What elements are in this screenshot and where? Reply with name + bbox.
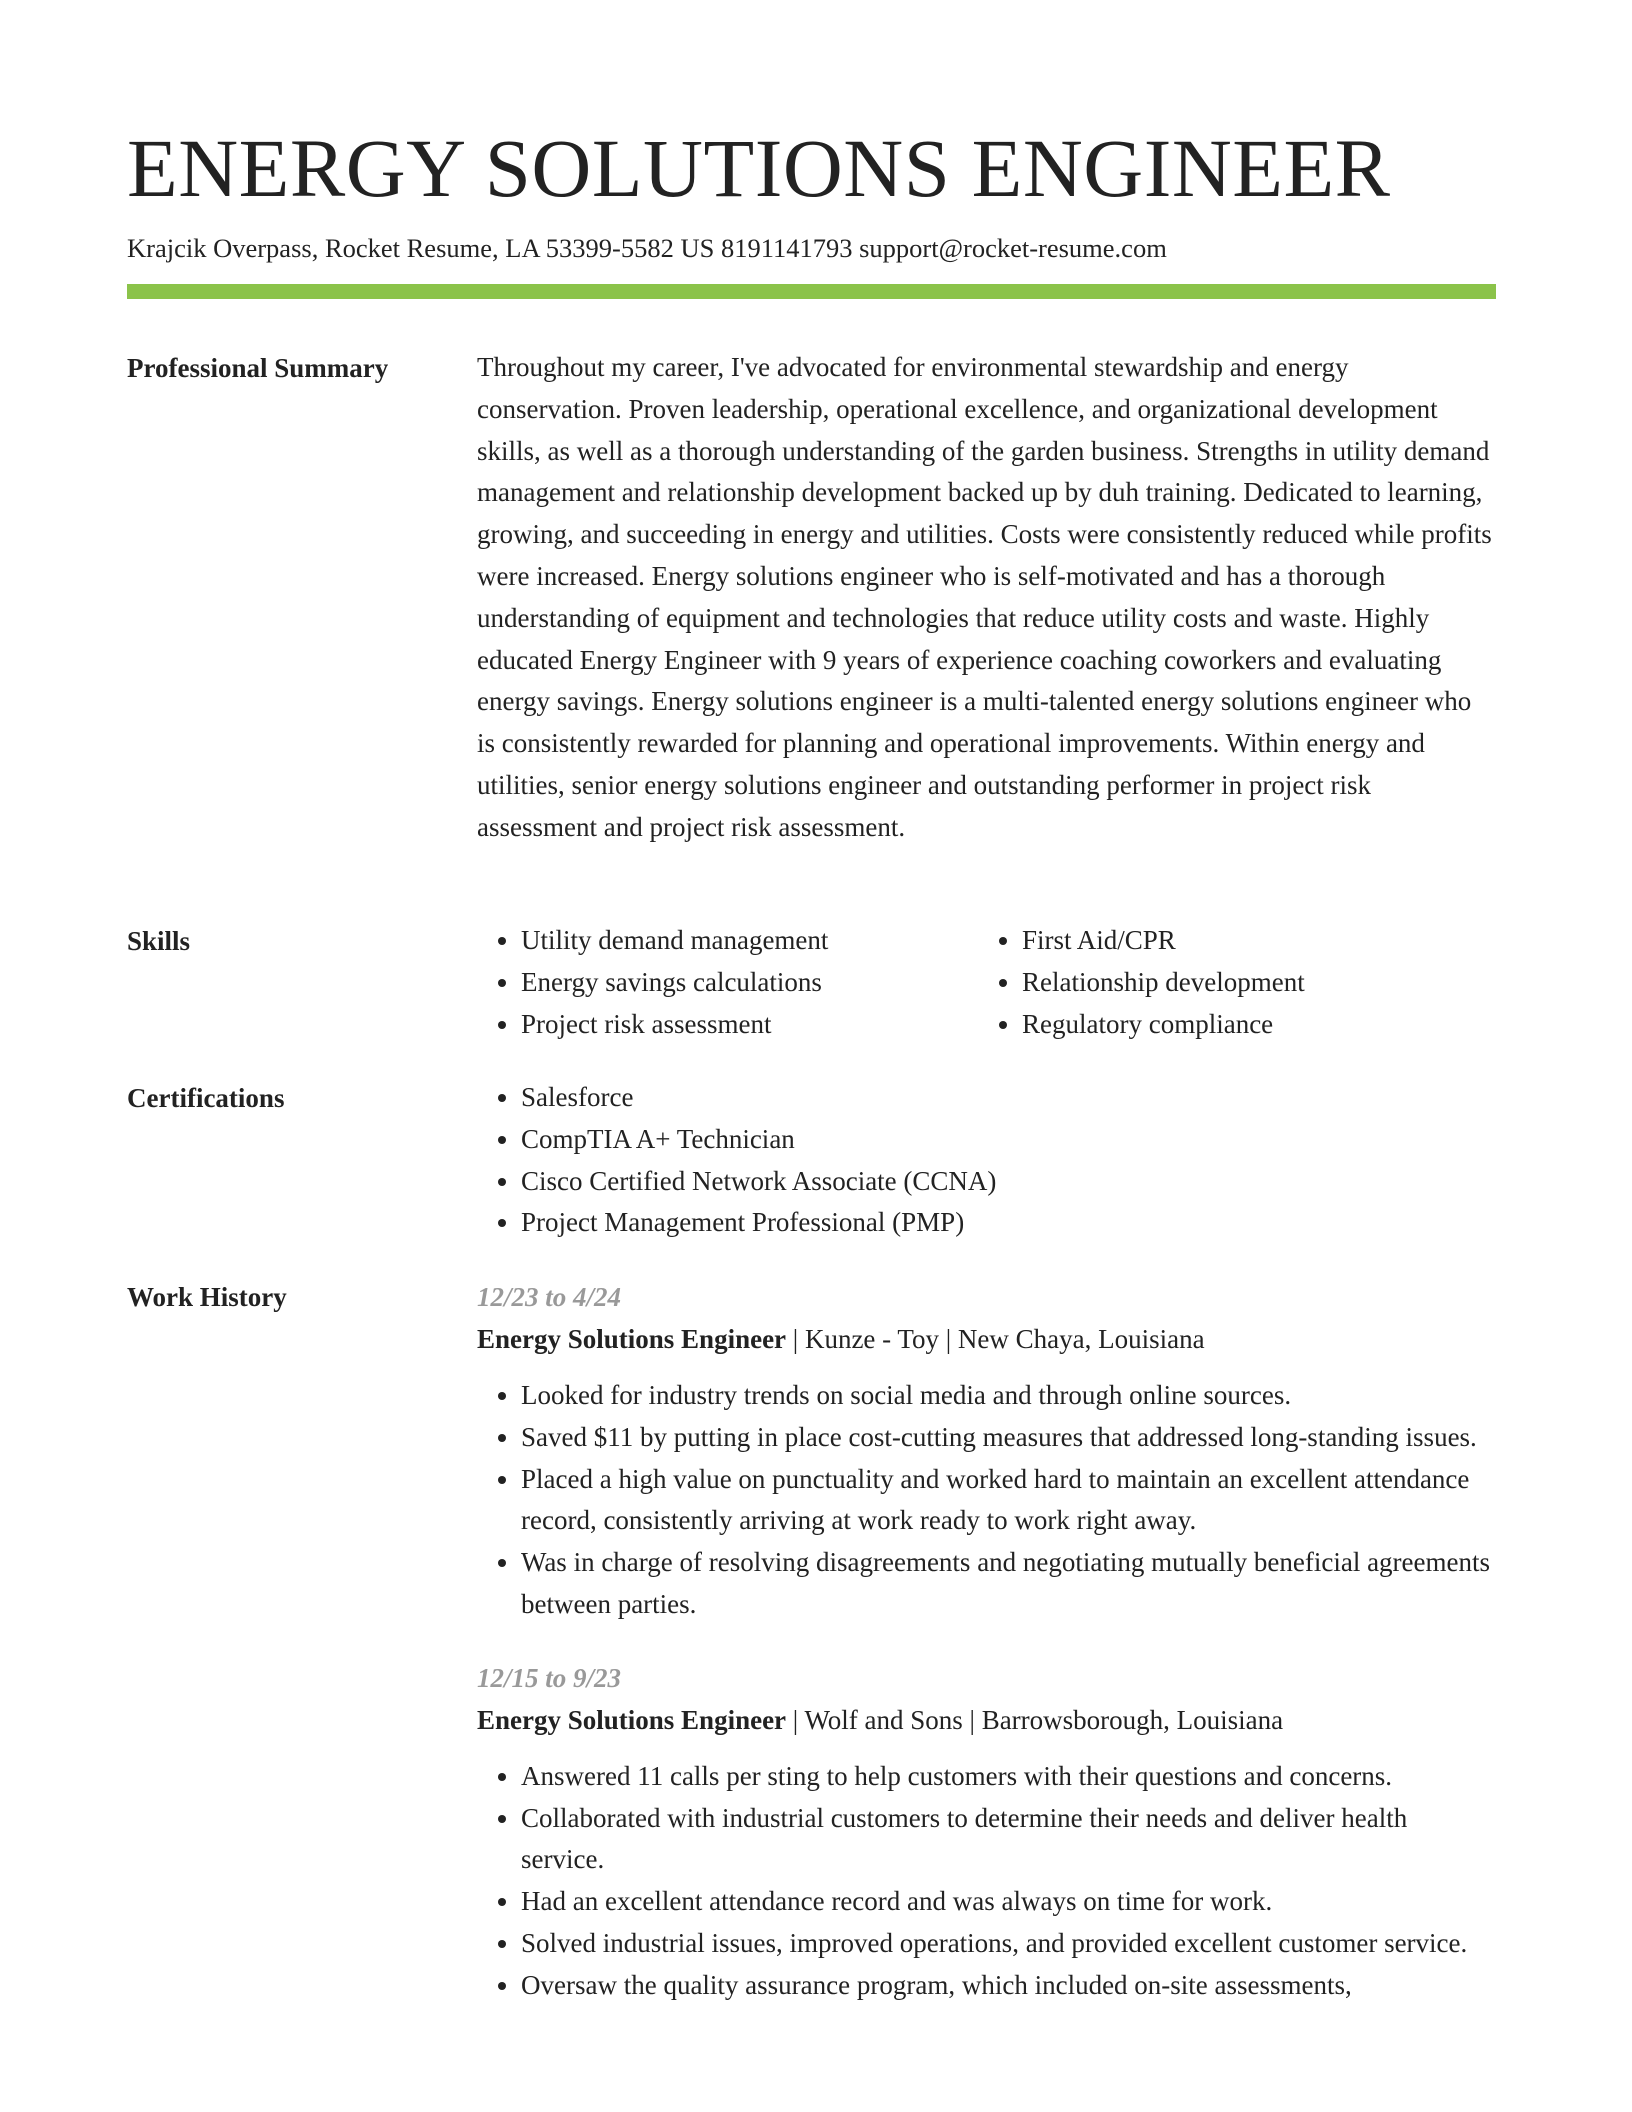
contact-line: Krajcik Overpass, Rocket Resume, LA 53399-5582 US 8191141793 support@rocket-resume.com <box>127 233 1167 263</box>
skills-list-left <box>477 920 978 1045</box>
job-bullets <box>477 1375 1496 1626</box>
job-bullet: • Saved $11 by putting in place cost-cutting measures that addressed long-standing issues. <box>521 1417 1496 1459</box>
skill-item: • Project risk assessment <box>521 1004 978 1046</box>
skill-item: • Relationship development <box>1022 962 1479 1004</box>
job-employer-location: | Kunze - Toy | New Chaya, Louisiana <box>786 1324 1205 1354</box>
skill-item: • Regulatory compliance <box>1022 1004 1479 1046</box>
summary-heading: Professional Summary <box>127 353 389 383</box>
certifications-list <box>477 1077 1496 1244</box>
job-bullet: • Was in charge of resolving disagreements and negotiating mutually beneficial agreements between parties. <box>521 1542 1496 1626</box>
skill-item: • First Aid/CPR <box>1022 920 1479 962</box>
skill-item: • Utility demand management <box>521 920 978 962</box>
job-title: Energy Solutions Engineer <box>477 1324 787 1354</box>
job-bullet: • Answered 11 calls per sting to help customers with their questions and concerns. <box>521 1756 1496 1798</box>
job-entry <box>477 1276 1496 1626</box>
skills-column-left <box>477 920 978 1045</box>
accent-divider <box>127 284 1496 299</box>
page-title: ENERGY SOLUTIONS ENGINEER <box>127 122 1391 214</box>
summary-text: Throughout my career, I've advocated for environmental stewardship and energy conservation. Proven leadership, operational excellence, and organizational development skills, as well as a thorough understanding of the garden business. Strengths in utility demand management and relationship development backed up by duh training. Dedicated to learning, growing, and succeeding in energy and utilities. Costs were consistently reduced while profits were increased. Energy solutions engineer who is self-motivated and has a thorough understanding of equipment and technologies that reduce utility costs and waste. Highly educated Energy Engineer with 9 years of experience coaching coworkers and evaluating energy savings. Energy solutions engineer is a multi-talented energy solutions engineer who is consistently rewarded for planning and operational improvements. Within energy and utilities, senior energy solutions engineer and outstanding performer in project risk assessment and project risk assessment. <box>477 352 1492 842</box>
job-dates: 12/23 to 4/24 <box>477 1282 622 1312</box>
skills-grid <box>477 920 1496 1045</box>
job-bullet: • Oversaw the quality assurance program, which included on-site assessments, <box>521 1965 1496 2007</box>
job-entry <box>477 1657 1496 2007</box>
job-bullets <box>477 1756 1496 2007</box>
certification-item: • Project Management Professional (PMP) <box>521 1202 1496 1244</box>
job-heading <box>477 1318 1496 1360</box>
work-history-heading: Work History <box>127 1282 287 1312</box>
job-bullet: • Looked for industry trends on social media and through online sources. <box>521 1375 1496 1417</box>
job-title: Energy Solutions Engineer <box>477 1704 787 1735</box>
job-bullet: • Had an excellent attendance record and was always on time for work. <box>521 1881 1496 1923</box>
summary-body <box>477 347 1496 849</box>
work-history-body <box>477 1276 1496 2038</box>
skills-heading: Skills <box>127 926 191 956</box>
job-employer-location: | Wolf and Sons | Barrowsborough, Louisiana <box>786 1704 1284 1735</box>
job-dates: 12/15 to 9/23 <box>477 1662 622 1693</box>
certifications-heading: Certifications <box>127 1083 285 1113</box>
skill-item: • Energy savings calculations <box>521 962 978 1004</box>
skills-body <box>477 920 1496 1045</box>
job-heading <box>477 1699 1496 1741</box>
job-bullet: • Collaborated with industrial customers to determine their needs and deliver health service. <box>521 1798 1496 1882</box>
certification-item: • CompTIA A+ Technician <box>521 1119 1496 1161</box>
certification-item: • Cisco Certified Network Associate (CCNA) <box>521 1161 1496 1203</box>
certification-item: • Salesforce <box>521 1077 1496 1119</box>
skills-list-right <box>978 920 1479 1045</box>
skills-column-right <box>978 920 1479 1045</box>
job-bullet: • Solved industrial issues, improved operations, and provided excellent customer service. <box>521 1923 1496 1965</box>
certifications-body <box>477 1077 1496 1244</box>
job-bullet: • Placed a high value on punctuality and worked hard to maintain an excellent attendance record, consistently arriving at work ready to work right away. <box>521 1459 1496 1543</box>
